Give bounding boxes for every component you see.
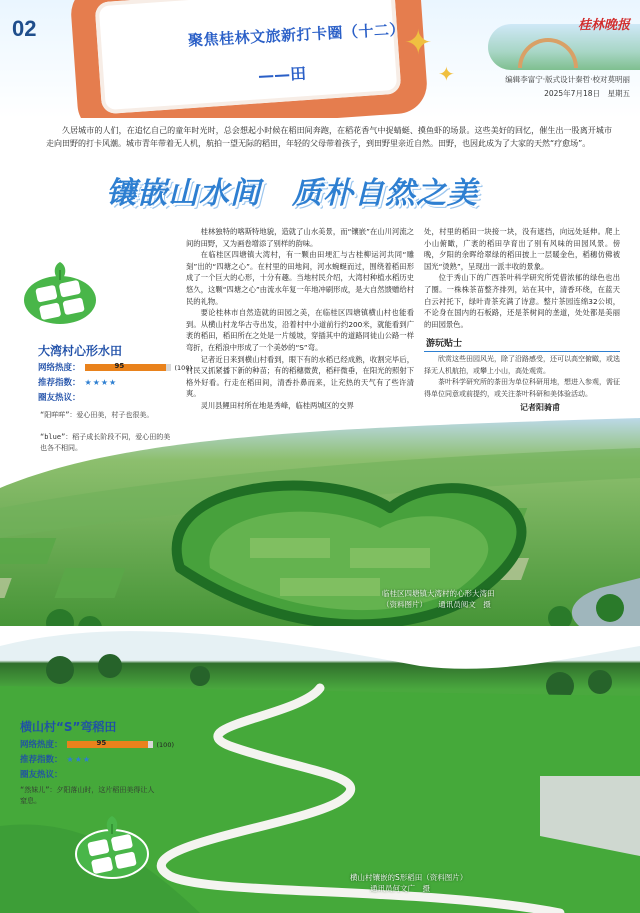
caption-line: 横山村镶嵌的S形稻田（资料图片） <box>350 873 468 882</box>
editor-line: 编辑李富宁·版式设计秦哲·校对莫明丽 <box>505 75 630 84</box>
heat-value: 95 <box>114 362 125 370</box>
article-paragraph: 处，村里的稻田一块接一块，没有遮挡，向远处延伸。爬上小山俯瞰，广袤的稻田孕育出了别有风味的田园风景。傍晚，夕阳的余晖给翠绿的稻田披上一层暖金色，稻穗仿佛被国光“烫熟”，呈现出一派丰收的景象。 <box>424 227 620 271</box>
recommend-label: 推荐指数： <box>20 755 63 765</box>
tips-paragraph: 茶叶科学研究所的茶田为单位科研用地，想进入参观，需征得单位同意或前提约，或关注茶叶科研和美体验活动。 <box>424 378 620 398</box>
newspaper-brand: 桂林晚报 <box>577 18 630 33</box>
reporter-byline: 记者阳骑甫 <box>520 403 560 412</box>
tips-title: 游玩贴士 <box>424 336 620 352</box>
article-column-right <box>424 226 620 330</box>
discussion-label: 圈友热议： <box>38 393 81 403</box>
discussion-label: 圈友热议： <box>20 770 63 780</box>
heat-max: (100) <box>174 363 192 372</box>
heat-value: 95 <box>96 739 107 747</box>
article-paragraph: 桂林独特的喀斯特地貌，造就了山水美景，而“镶嵌”在山川河流之间的田野，又为画卷增添了别样的韵味。 <box>186 227 414 248</box>
recommend-row <box>20 753 91 765</box>
netizen-quote: “然妹儿”：夕阳落山时，这片稻田美得让人窒息。 <box>20 786 155 805</box>
recommend-row <box>38 376 117 388</box>
village-card-title: 横山村“S”弯稻田 <box>20 720 117 734</box>
sparkle-icon: ✦ <box>404 23 433 63</box>
article-paragraph: 记者近日来到横山村看到，眼下有的水稻已经成熟，收割完毕后，村民又抓紧播下新的种苗；有的稻穗微黄，稻秆微垂，在阳光的照射下格外好看。行走在稻田间，清香扑鼻而来，让充热的天气有了些许清爽。 <box>186 354 414 399</box>
article-paragraph: 灵川县鲤田村所在地是秀峰，临桂两城区的交界 <box>200 400 354 410</box>
heat-max: (100) <box>156 740 174 749</box>
article-paragraph: 位于秀山下的广西茶叶科学研究所凭借浓郁的绿色也出了圈。一株株茶苗整齐排列，站在其中，清香环绕，在蓝天白云衬托下，绿叶青茶充满了诗意。整片茶园连绵32公顷，不论身在国内的石板路，还是茶树间的垄道，处处都是美丽的田园景色。 <box>424 273 620 329</box>
column-title: 聚焦桂林文旅新打卡圈（十二） <box>187 20 406 50</box>
heat-bar-fill <box>67 741 149 748</box>
photo-caption <box>350 872 467 894</box>
article-paragraph: 要论桂林市自然造就的田园之美，在临桂区四塘镇横山村也能看到。从横山村龙华古寺出发，沿着村中小道前行约200米，就能看到广袤的稻田，稻田所在之处是一片缓坡，穿插其中的道路同徒山公路一样弯折，在稻浪中形成了一个美妙的“S”弯。 <box>186 308 414 352</box>
sparkle-icon: ✦ <box>438 62 455 86</box>
date-line: 2025年7月18日 星期五 <box>544 89 630 98</box>
rating-stars: ★★★★ <box>84 378 118 387</box>
photo-caption <box>382 588 495 610</box>
page-number: 02 <box>12 16 37 41</box>
netizen-quote: “blue”：稻子成长阶段不同，爱心田的美也各不相同。 <box>40 433 171 452</box>
heat-bar <box>67 741 153 748</box>
caption-line: （资料图片） 通讯员阅文 摄 <box>382 600 491 609</box>
heat-row <box>20 738 174 750</box>
heat-label: 网络热度： <box>20 740 63 750</box>
headline: 镶嵌山水间 质朴自然之美 <box>106 176 478 211</box>
rice-field-icon <box>22 256 98 326</box>
rice-field-icon <box>74 810 150 880</box>
tips-paragraph: 欣赏这些田园风光，除了沿路感受，还可以高空俯瞰，或选择无人机航拍，或攀上小山，高处观赏。 <box>424 355 620 375</box>
netizen-quote: “阳咩咩”：爱心田美，村子也很美。 <box>40 411 154 419</box>
heat-row <box>38 361 192 373</box>
intro-paragraph: 久居城市的人们，在追忆自己的童年时光时，总会想起小时候在稻田间奔跑，在稻花香气中捉蜻蜓、摸鱼虾的场景。这些美好的回忆，催生出一股离开城市走向田野的打卡风潮。城市青年带着无人机，航拍一望无际的稻田，年轻的父母带着孩子，到田野里亲近自然。田野，也因此成为了大家的天然“疗愈场”。 <box>46 126 612 148</box>
page-header <box>0 0 640 118</box>
tips-text <box>424 354 620 400</box>
rating-stars: ★★★ <box>66 755 92 764</box>
village-card-title: 大湾村心形水田 <box>38 344 123 358</box>
caption-line: 通讯员何文广 摄 <box>370 884 430 893</box>
heat-label: 网络热度： <box>38 363 81 373</box>
recommend-label: 推荐指数： <box>38 378 81 388</box>
heat-bar <box>85 364 171 371</box>
heat-bar-fill <box>85 364 167 371</box>
article-column-middle <box>186 226 414 412</box>
column-subtitle: ——田 <box>257 63 307 86</box>
article-paragraph: 在临桂区四塘镇大湾村，有一颗由田埂汇与古桂柳运河共同“雕刻”出的“四塘之心”。在村里的田地间，河水蜿蜒而过，围绕着稻田形成了一个巨大的心形，十分有趣。当地村民介绍，大湾村种植水稻历史悠久，这颗“四塘之心”由流水年复一年地冲刷形成，是大自然馈赠给村民的礼物。 <box>186 250 414 306</box>
caption-line: 临桂区四塘镇大湾村的心形大湾田 <box>382 589 495 598</box>
